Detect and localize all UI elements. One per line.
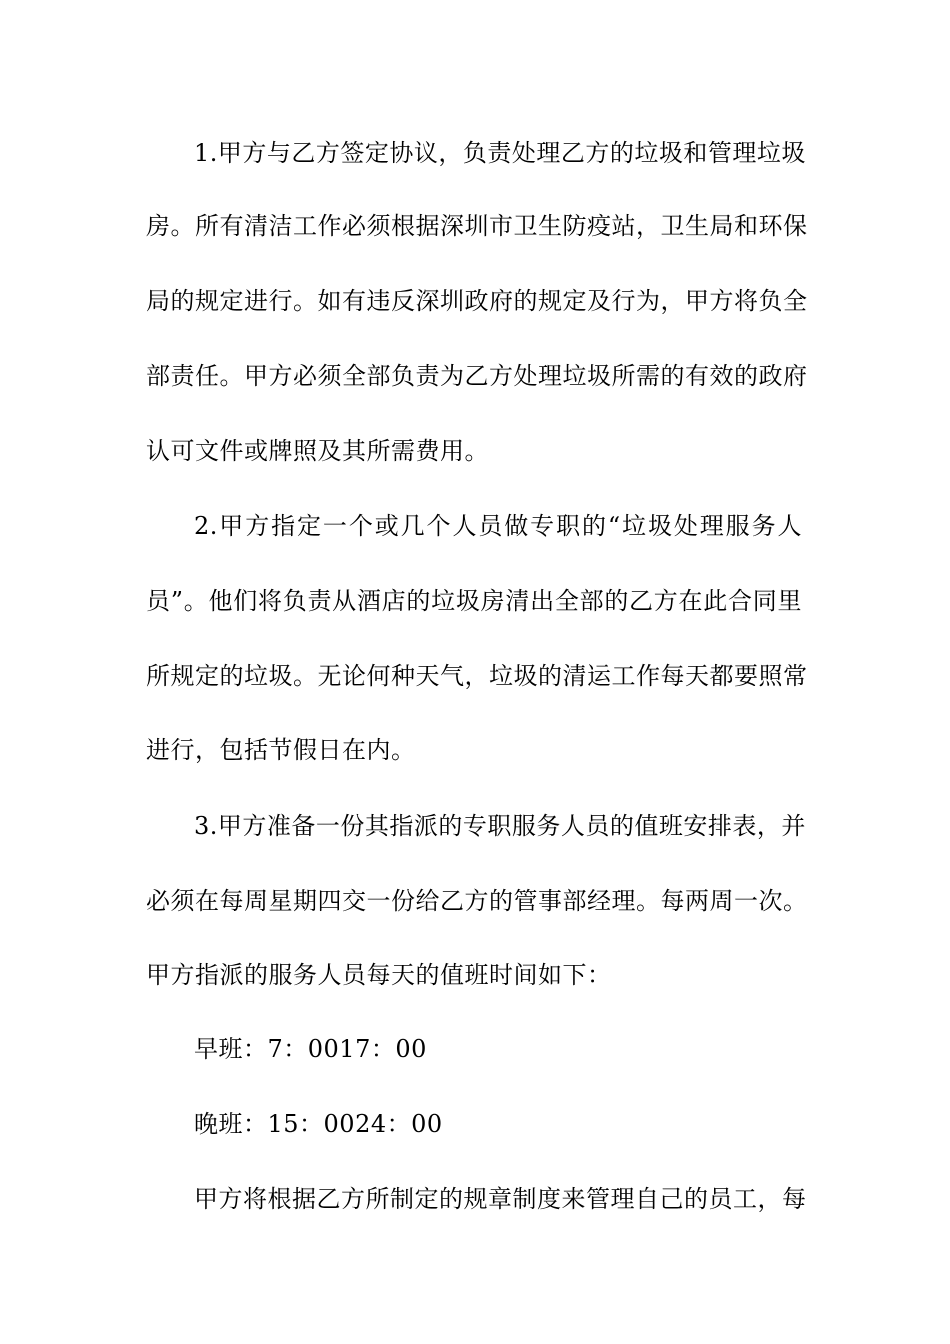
p1-line-4: 部责任。甲方必须全部负责为乙方处理垃圾所需的有效的政府 xyxy=(146,362,808,390)
p2-line-2: 员”。他们将负责从酒店的垃圾房清出全部的乙方在此合同里 xyxy=(146,587,802,615)
p1-line-2: 房。所有清洁工作必须根据深圳市卫生防疫站，卫生局和环保 xyxy=(146,212,808,240)
shift-evening: 晚班：15：0024：00 xyxy=(194,1110,443,1138)
p1-line-3: 局的规定进行。如有违反深圳政府的规定及行为，甲方将负全 xyxy=(146,287,808,315)
p4-line-1: 甲方将根据乙方所制定的规章制度来管理自己的员工，每 xyxy=(194,1185,807,1213)
p3-line-3: 甲方指派的服务人员每天的值班时间如下： xyxy=(146,961,612,989)
p2-line-3: 所规定的垃圾。无论何种天气，垃圾的清运工作每天都要照常 xyxy=(146,662,808,690)
p2-line-4: 进行，包括节假日在内。 xyxy=(146,736,416,764)
p1-line-1: 1.甲方与乙方签定协议，负责处理乙方的垃圾和管理垃圾 xyxy=(194,139,806,167)
shift-morning: 早班：7：0017：00 xyxy=(194,1035,427,1063)
p3-line-2: 必须在每周星期四交一份给乙方的管事部经理。每两周一次。 xyxy=(146,887,808,915)
p3-line-1: 3.甲方准备一份其指派的专职服务人员的值班安排表，并 xyxy=(194,812,806,840)
p1-line-5: 认可文件或牌照及其所需费用。 xyxy=(146,437,489,465)
p2-line-1: 2.甲方指定一个或几个人员做专职的“垃圾处理服务人 xyxy=(194,512,802,540)
